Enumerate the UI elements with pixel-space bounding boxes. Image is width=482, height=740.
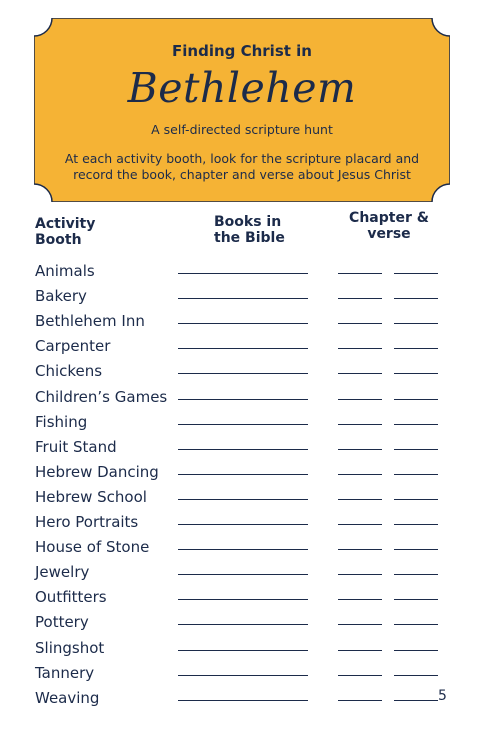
chapter-blank-line[interactable] xyxy=(338,474,382,475)
row-label: Hebrew School xyxy=(35,487,147,506)
book-blank-line[interactable] xyxy=(178,449,308,450)
chapter-blank-line[interactable] xyxy=(338,449,382,450)
verse-blank-line[interactable] xyxy=(394,373,438,374)
chapter-blank-line[interactable] xyxy=(338,599,382,600)
chapter-blank-line[interactable] xyxy=(338,700,382,701)
banner-subtitle: A self-directed scripture hunt xyxy=(151,122,333,137)
chapter-blank-line[interactable] xyxy=(338,373,382,374)
verse-blank-line[interactable] xyxy=(394,424,438,425)
row-label: Jewelry xyxy=(35,563,90,582)
row-label: Carpenter xyxy=(35,337,111,356)
chapter-blank-line[interactable] xyxy=(338,273,382,274)
verse-blank-line[interactable] xyxy=(394,549,438,550)
book-blank-line[interactable] xyxy=(178,650,308,651)
verse-blank-line[interactable] xyxy=(394,449,438,450)
row-label: Pottery xyxy=(35,613,89,632)
book-blank-line[interactable] xyxy=(178,599,308,600)
book-blank-line[interactable] xyxy=(178,424,308,425)
row-label: Animals xyxy=(35,262,95,280)
chapter-blank-line[interactable] xyxy=(338,348,382,349)
chapter-blank-line[interactable] xyxy=(338,574,382,575)
banner-title: Finding Christ in xyxy=(172,42,312,60)
book-blank-line[interactable] xyxy=(178,474,308,475)
title-banner xyxy=(34,18,450,202)
header-books-in-bible xyxy=(214,214,285,246)
banner-instructions: At each activity booth, look for the scripture placard and record the book, chapter and verse about Jesus Christ xyxy=(64,151,420,182)
row-label: Chickens xyxy=(35,362,103,381)
chapter-blank-line[interactable] xyxy=(338,298,382,299)
chapter-blank-line[interactable] xyxy=(338,650,382,651)
verse-blank-line[interactable] xyxy=(394,624,438,625)
row-label: Hero Portraits xyxy=(35,513,139,531)
row-label: Fishing xyxy=(35,412,88,431)
chapter-blank-line[interactable] xyxy=(338,624,382,625)
chapter-blank-line[interactable] xyxy=(338,549,382,550)
book-blank-line[interactable] xyxy=(178,675,308,676)
chapter-blank-line[interactable] xyxy=(338,424,382,425)
chapter-blank-line[interactable] xyxy=(338,675,382,676)
verse-blank-line[interactable] xyxy=(394,700,438,701)
book-blank-line[interactable] xyxy=(178,399,308,400)
row-label: Outfitters xyxy=(35,588,107,607)
verse-blank-line[interactable] xyxy=(394,298,438,299)
chapter-blank-line[interactable] xyxy=(338,399,382,400)
header-chapter-line1: Chapter & xyxy=(349,210,429,226)
verse-blank-line[interactable] xyxy=(394,348,438,349)
book-blank-line[interactable] xyxy=(178,273,308,274)
verse-blank-line[interactable] xyxy=(394,499,438,500)
verse-blank-line[interactable] xyxy=(394,524,438,525)
verse-blank-line[interactable] xyxy=(394,599,438,600)
row-label: Tannery xyxy=(35,663,95,682)
row-label: Bethlehem Inn xyxy=(35,312,145,331)
book-blank-line[interactable] xyxy=(178,574,308,575)
verse-blank-line[interactable] xyxy=(394,323,438,324)
header-activity-booth-line1: Activity xyxy=(35,216,96,232)
book-blank-line[interactable] xyxy=(178,549,308,550)
header-chapter-verse xyxy=(349,210,429,242)
chapter-blank-line[interactable] xyxy=(338,499,382,500)
chapter-blank-line[interactable] xyxy=(338,524,382,525)
row-label: Bakery xyxy=(35,287,87,306)
row-label: Hebrew Dancing xyxy=(35,462,159,481)
chapter-blank-line[interactable] xyxy=(338,323,382,324)
book-blank-line[interactable] xyxy=(178,700,308,701)
row-label: Children’s Games xyxy=(35,387,168,406)
book-blank-line[interactable] xyxy=(178,348,308,349)
header-activity-booth xyxy=(35,216,95,248)
book-blank-line[interactable] xyxy=(178,624,308,625)
header-activity-booth-line2: Booth xyxy=(35,232,82,248)
verse-blank-line[interactable] xyxy=(394,399,438,400)
verse-blank-line[interactable] xyxy=(394,574,438,575)
header-chapter-line2: verse xyxy=(367,226,411,242)
book-blank-line[interactable] xyxy=(178,323,308,324)
header-books-line2: the Bible xyxy=(214,230,285,246)
page-number: 5 xyxy=(438,688,447,704)
row-label: House of Stone xyxy=(35,538,150,557)
row-label: Slingshot xyxy=(35,638,105,657)
verse-blank-line[interactable] xyxy=(394,273,438,274)
verse-blank-line[interactable] xyxy=(394,675,438,676)
banner-script-title: Bethlehem xyxy=(127,64,357,112)
book-blank-line[interactable] xyxy=(178,298,308,299)
header-books-line1: Books in xyxy=(214,214,282,230)
row-label: Fruit Stand xyxy=(35,437,117,456)
book-blank-line[interactable] xyxy=(178,373,308,374)
verse-blank-line[interactable] xyxy=(394,650,438,651)
book-blank-line[interactable] xyxy=(178,524,308,525)
verse-blank-line[interactable] xyxy=(394,474,438,475)
row-label: Weaving xyxy=(35,688,100,707)
book-blank-line[interactable] xyxy=(178,499,308,500)
